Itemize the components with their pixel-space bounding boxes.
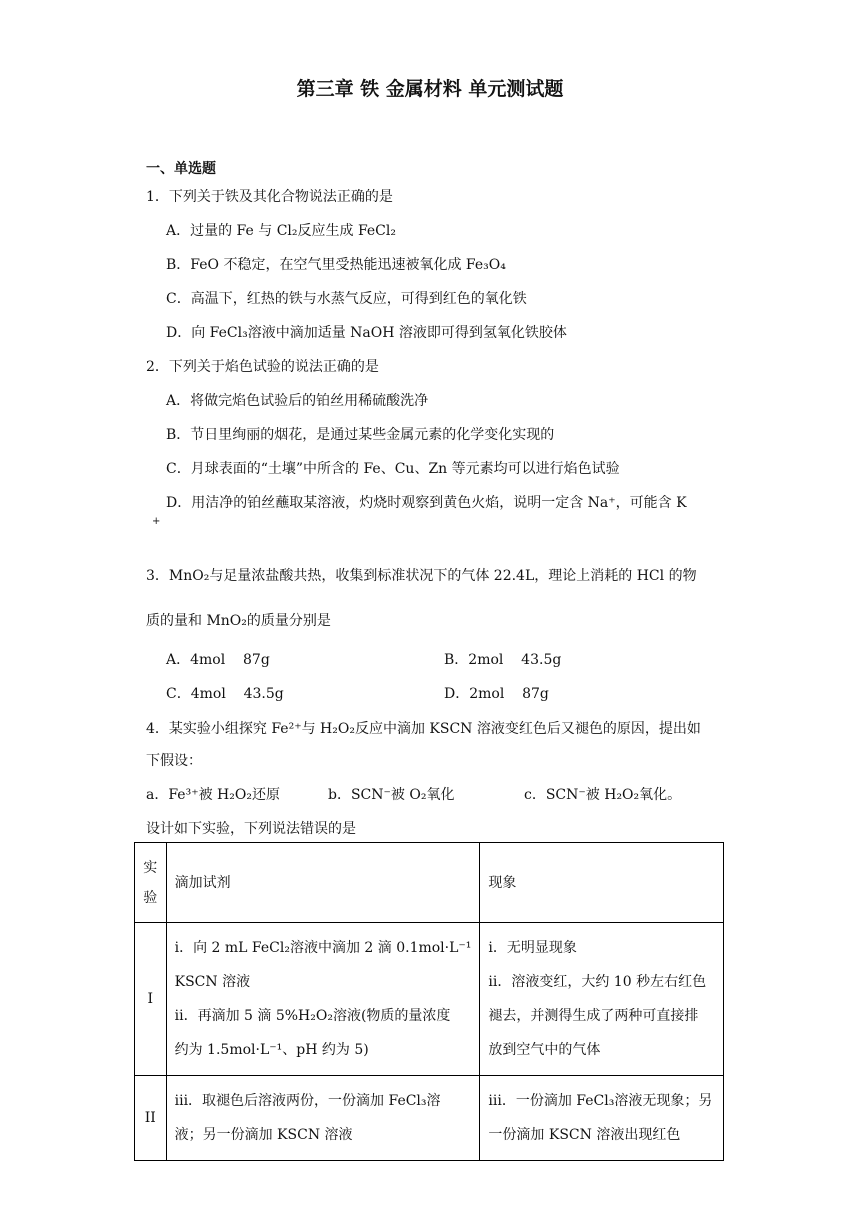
table-row [135, 1076, 724, 1161]
experiment-table [134, 842, 724, 1161]
header-reagent: 滴加试剂 [166, 843, 480, 923]
q1-stem: 1．下列关于铁及其化合物说法正确的是 [146, 189, 393, 205]
q3-option-a: A．4mol 87g [166, 652, 270, 668]
q4-design: 设计如下实验，下列说法错误的是 [146, 821, 356, 837]
table-row [135, 923, 724, 1076]
row2-reagent [166, 1076, 480, 1161]
page-title: 第三章 铁 金属材料 单元测试题 [296, 78, 564, 100]
section-heading: 一、单选题 [146, 161, 216, 177]
q2-stem: 2．下列关于焰色试验的说法正确的是 [146, 359, 379, 375]
header-phenomenon: 现象 [480, 843, 724, 923]
q2-option-a: A．将做完焰色试验后的铂丝用稀硫酸洗净 [166, 393, 429, 409]
q1-option-c: C．高温下，红热的铁与水蒸气反应，可得到红色的氧化铁 [166, 291, 527, 307]
q4-stem-line2: 下假设： [146, 753, 202, 769]
row2-reagent-line1: iii．取褪色后溶液两份，一份滴加 FeCl₃溶 [174, 1093, 441, 1109]
row2-phenomenon-line2: 一份滴加 KSCN 溶液出现红色 [488, 1127, 681, 1143]
row1-reagent-line3: ii．再滴加 5 滴 5%H₂O₂溶液(物质的量浓度 [174, 1008, 451, 1024]
row1-phenomenon-line4: 放到空气中的气体 [488, 1042, 601, 1058]
q2-option-b: B．节日里绚丽的烟花，是通过某些金属元素的化学变化实现的 [166, 427, 555, 443]
row2-phenomenon [480, 1076, 724, 1161]
row1-reagent-line1: i．向 2 mL FeCl₂溶液中滴加 2 滴 0.1mol·L⁻¹ [174, 940, 472, 956]
row1-reagent-line2: KSCN 溶液 [174, 974, 251, 990]
row1-phenomenon [480, 923, 724, 1076]
q3-stem-line1: 3．MnO₂与足量浓盐酸共热，收集到标准状况下的气体 22.4L，理论上消耗的 HCl 的物 [146, 568, 697, 584]
row1-experiment: I [135, 923, 167, 1076]
q3-option-d: D．2mol 87g [444, 686, 549, 702]
row2-reagent-line2: 液；另一份滴加 KSCN 溶液 [174, 1127, 353, 1143]
q3-stem-line2: 质的量和 MnO₂的质量分别是 [146, 613, 331, 629]
header-experiment: 实验 [135, 843, 167, 923]
table-header-row [135, 843, 724, 923]
q4-stem-line1: 4．某实验小组探究 Fe²⁺与 H₂O₂反应中滴加 KSCN 溶液变红色后又褪色的原因，提出如 [146, 721, 701, 737]
row1-phenomenon-line2: ii．溶液变红，大约 10 秒左右红色 [488, 974, 707, 990]
q1-option-d: D．向 FeCl₃溶液中滴加适量 NaOH 溶液即可得到氢氧化铁胶体 [166, 325, 567, 341]
q4-hypothesis-a: a．Fe³⁺被 H₂O₂还原 [146, 787, 280, 803]
row2-experiment: II [135, 1076, 167, 1161]
row1-phenomenon-line3: 褪去，并测得生成了两种可直接排 [488, 1008, 699, 1024]
q2-option-d: D．用洁净的铂丝蘸取某溶液，灼烧时观察到黄色火焰，说明一定含 Na⁺，可能含 K [166, 495, 687, 511]
q3-option-b: B．2mol 43.5g [444, 652, 562, 668]
q1-option-b: B．FeO 不稳定，在空气里受热能迅速被氧化成 Fe₃O₄ [166, 257, 506, 273]
row1-reagent [166, 923, 480, 1076]
row2-phenomenon-line1: iii．一份滴加 FeCl₃溶液无现象；另 [488, 1093, 713, 1109]
row1-phenomenon-line1: i．无明显现象 [488, 940, 577, 956]
q4-hypothesis-b: b．SCN⁻被 O₂氧化 [328, 787, 455, 803]
q2-option-d-continuation: + [152, 516, 161, 527]
q4-hypothesis-c: c．SCN⁻被 H₂O₂氧化。 [524, 787, 682, 803]
q3-option-c: C．4mol 43.5g [166, 686, 284, 702]
row1-reagent-line4: 约为 1.5mol·L⁻¹、pH 约为 5) [174, 1042, 369, 1058]
q1-option-a: A．过量的 Fe 与 Cl₂反应生成 FeCl₂ [166, 223, 396, 239]
q2-option-c: C．月球表面的“土壤”中所含的 Fe、Cu、Zn 等元素均可以进行焰色试验 [166, 461, 620, 477]
